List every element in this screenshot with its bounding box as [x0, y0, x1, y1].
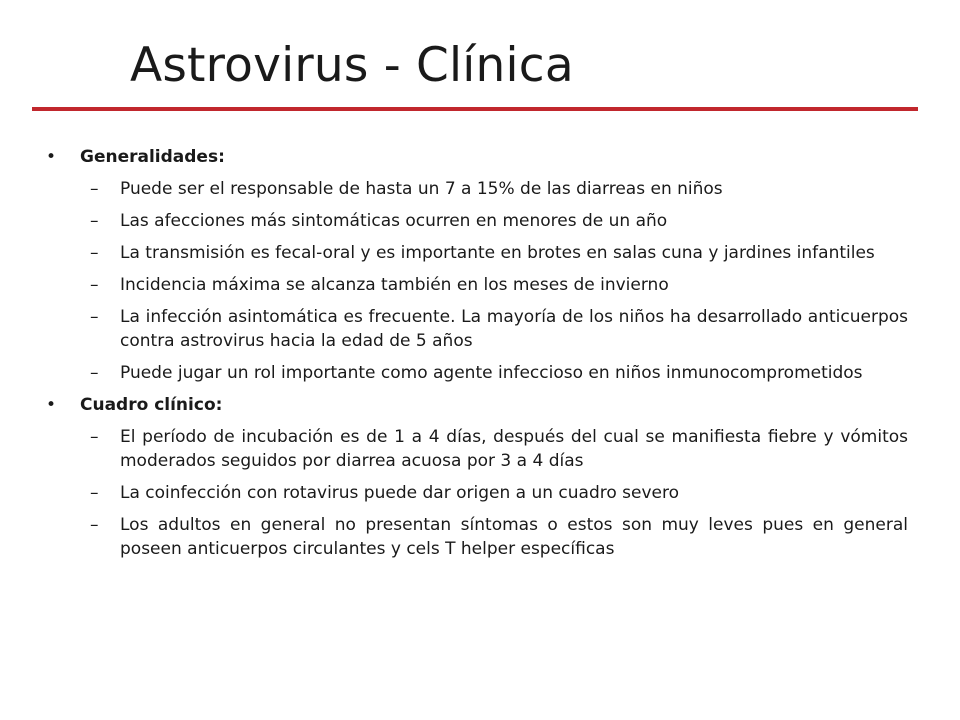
list-item-text: Los adultos en general no presentan síntomas o estos son muy leves pues en general poseen anticuerpos circulantes y cels T helper específicas [120, 515, 908, 559]
slide-title: Astrovirus - Clínica [130, 38, 574, 93]
list-item-text: Las afecciones más sintomáticas ocurren en menores de un año [120, 211, 668, 231]
dash-marker: – [90, 483, 99, 503]
bullet-dot: • [46, 147, 57, 167]
list-item-text: Puede ser el responsable de hasta un 7 a 15% de las diarreas en niños [120, 179, 723, 199]
dash-marker: – [90, 363, 99, 383]
dash-marker: – [90, 211, 99, 231]
list-item-text: La infección asintomática es frecuente. La mayoría de los niños ha desarrollado anticuerpos contra astrovirus hacia la edad de 5 años [120, 307, 908, 351]
dash-marker: – [90, 275, 99, 295]
list-item [46, 361, 908, 385]
dash-marker: – [90, 515, 99, 535]
dash-marker: – [90, 243, 99, 263]
list-item [46, 241, 908, 265]
section-heading [46, 393, 908, 417]
list-item-text: La coinfección con rotavirus puede dar origen a un cuadro severo [120, 483, 680, 503]
list-item [46, 209, 908, 233]
list-item [46, 425, 908, 473]
dash-marker: – [90, 307, 99, 327]
list-item [46, 481, 908, 505]
section-heading [46, 145, 908, 169]
dash-marker: – [90, 179, 99, 199]
list-item-text: La transmisión es fecal-oral y es importante en brotes en salas cuna y jardines infantiles [120, 243, 875, 263]
list-item [46, 305, 908, 353]
title-underline [32, 107, 918, 111]
section-generalidades [46, 145, 908, 385]
bullet-dot: • [46, 395, 57, 415]
list-item [46, 273, 908, 297]
list-item [46, 177, 908, 201]
slide-body [46, 145, 908, 569]
list-item-text: El período de incubación es de 1 a 4 días, después del cual se manifiesta fiebre y vómitos moderados seguidos por diarrea acuosa por 3 a 4 días [120, 427, 908, 471]
section-heading-text: Cuadro clínico: [80, 395, 223, 415]
list-item [46, 513, 908, 561]
list-item-text: Puede jugar un rol importante como agente infeccioso en niños inmunocomprometidos [120, 363, 863, 383]
dash-marker: – [90, 427, 99, 447]
section-cuadro-clinico [46, 393, 908, 561]
section-heading-text: Generalidades: [80, 147, 225, 167]
list-item-text: Incidencia máxima se alcanza también en los meses de invierno [120, 275, 669, 295]
